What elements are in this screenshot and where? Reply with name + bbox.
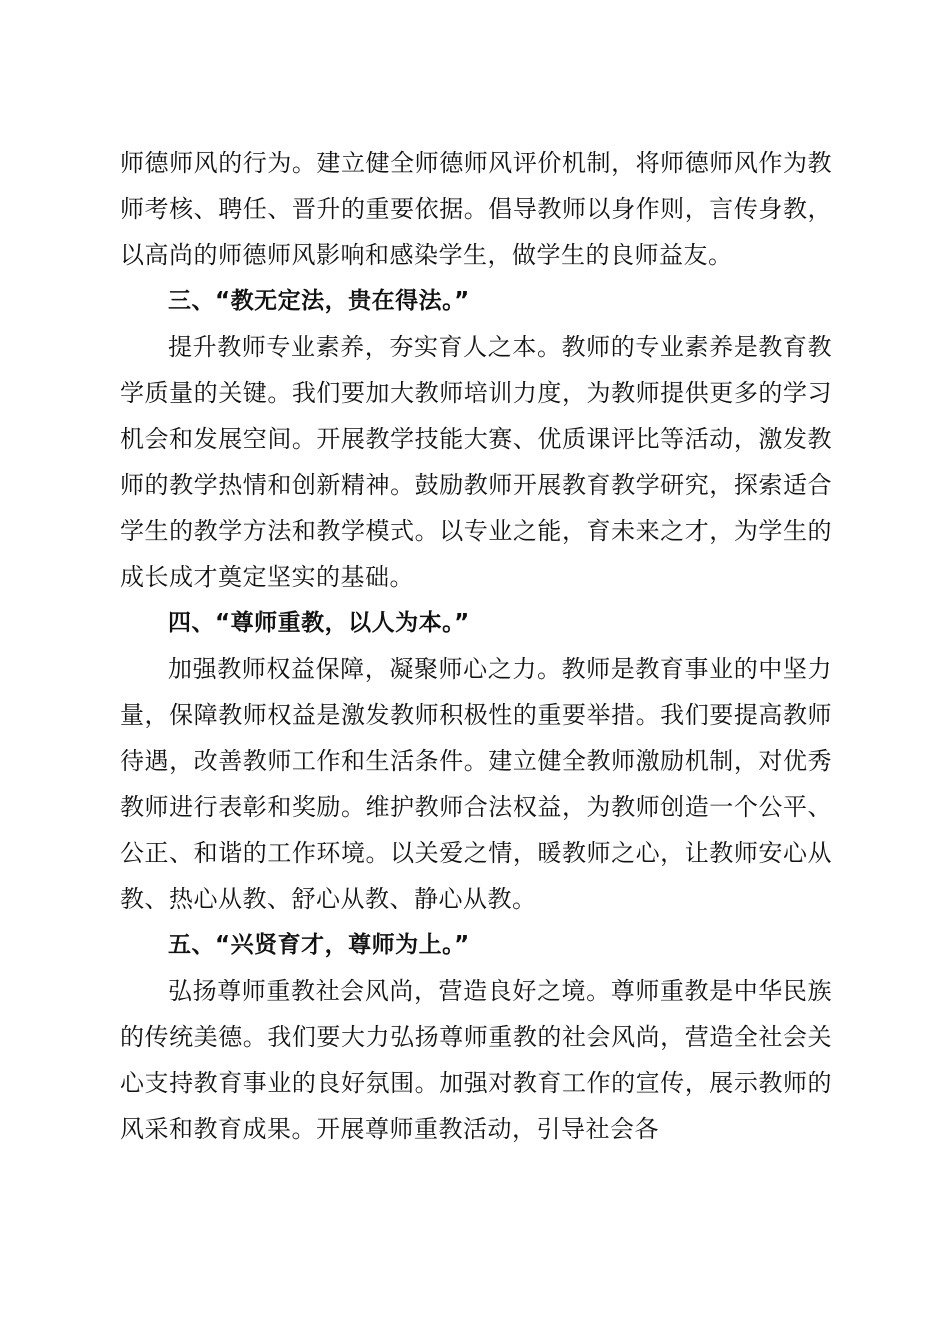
document-body [120,140,832,1152]
paragraph-section-three: 提升教师专业素养，夯实育人之本。教师的专业素养是教育教学质量的关键。我们要加大教师培训力度，为教师提供更多的学习机会和发展空间。开展教学技能大赛、优质课评比等活动，激发教师的教学热情和创新精神。鼓励教师开展教育教学研究，探索适合学生的教学方法和教学模式。以专业之能，育未来之才，为学生的成长成才奠定坚实的基础。 [120,333,832,591]
paragraph-continuation: 师德师风的行为。建立健全师德师风评价机制，将师德师风作为教师考核、聘任、晋升的重要依据。倡导教师以身作则，言传身教，以高尚的师德师风影响和感染学生，做学生的良师益友。 [120,149,832,269]
paragraph-section-four: 加强教师权益保障，凝聚师心之力。教师是教育事业的中坚力量，保障教师权益是激发教师积极性的重要举措。我们要提高教师待遇，改善教师工作和生活条件。建立健全教师激励机制，对优秀教师进行表彰和奖励。维护教师合法权益，为教师创造一个公平、公正、和谐的工作环境。以关爱之情，暖教师之心，让教师安心从教、热心从教、舒心从教、静心从教。 [120,655,832,913]
paragraph-section-five: 弘扬尊师重教社会风尚，营造良好之境。尊师重教是中华民族的传统美德。我们要大力弘扬尊师重教的社会风尚，营造全社会关心支持教育事业的良好氛围。加强对教育工作的宣传，展示教师的风采和教育成果。开展尊师重教活动，引导社会各 [120,977,832,1143]
section-heading-four: 四、“尊师重教，以人为本。” [168,610,470,636]
section-heading-three: 三、“教无定法，贵在得法。” [168,288,470,314]
section-heading-five: 五、“兴贤育才，尊师为上。” [168,932,470,958]
